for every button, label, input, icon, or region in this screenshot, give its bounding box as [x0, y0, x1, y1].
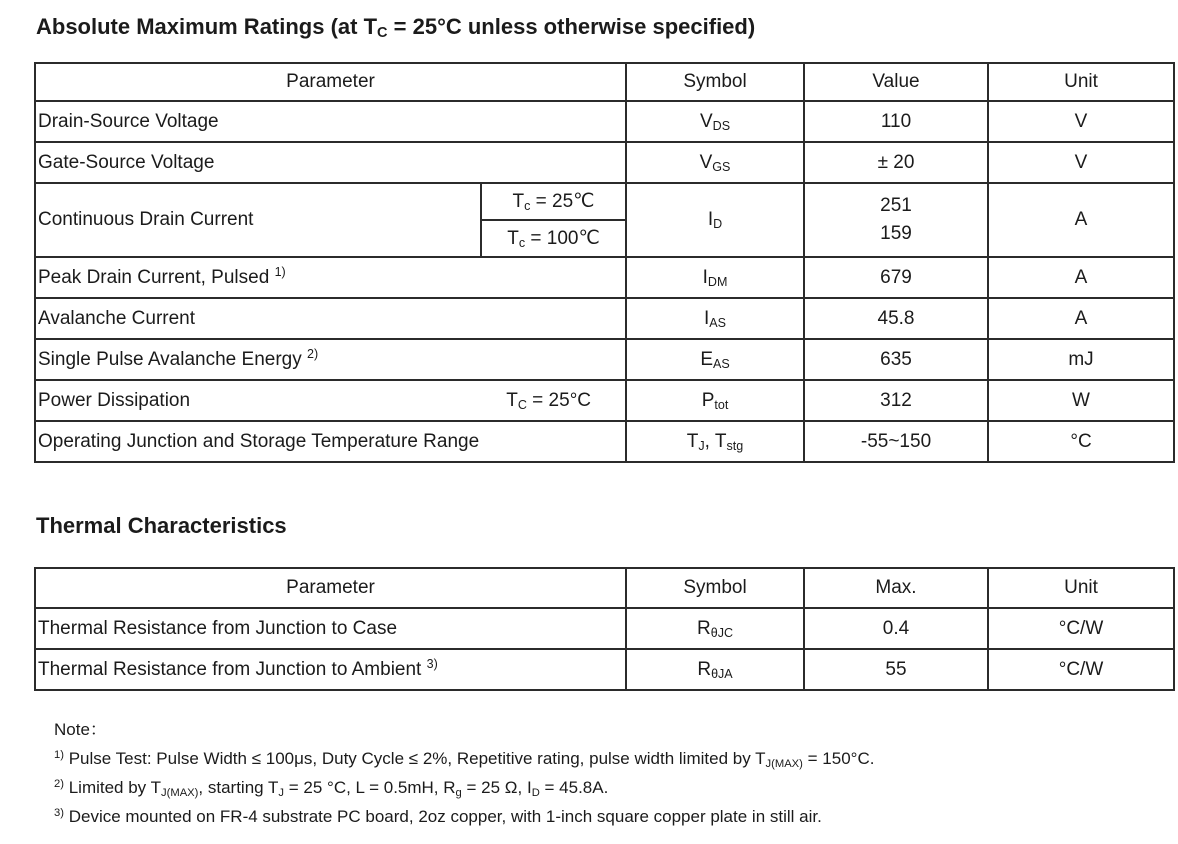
thermal-header-row	[35, 568, 1174, 608]
notes-label: Note：	[54, 720, 107, 739]
col-header-unit: Unit	[988, 63, 1174, 101]
value-cell: -55~150	[804, 421, 988, 462]
table-row-id-25	[35, 183, 1174, 220]
symbol-cell: $T_J$, $T_{stg}$	[626, 421, 804, 462]
symbol-cell: $I_{AS}$	[626, 298, 804, 339]
param-cell	[35, 380, 626, 421]
col-header-symbol: Symbol	[626, 63, 804, 101]
table-row-ptot	[35, 380, 1174, 421]
param-cell: Thermal Resistance from Junction to Case	[35, 608, 626, 649]
condition-cell-tc100: $T_c$ = 100℃	[481, 220, 626, 257]
param-cell: Thermal Resistance from Junction to Ambient $^{3)}$	[35, 649, 626, 690]
param-label: Power Dissipation	[38, 389, 191, 411]
max-cell: 55	[804, 649, 988, 690]
value-tc25: 251	[880, 195, 912, 216]
abs-max-table	[34, 62, 1175, 463]
table-row-vgs	[35, 142, 1174, 183]
param-cell: Peak Drain Current, Pulsed $^{1)}$	[35, 257, 626, 298]
unit-cell: A	[988, 257, 1174, 298]
symbol-cell: $P_{tot}$	[626, 380, 804, 421]
table-row-vds	[35, 101, 1174, 142]
value-cell: 635	[804, 339, 988, 380]
table-row-tjstg	[35, 421, 1174, 462]
param-cell: Avalanche Current	[35, 298, 626, 339]
value-cell	[804, 183, 988, 257]
col-header-symbol: Symbol	[626, 568, 804, 608]
note-1: $^{1)}$ Pulse Test: Pulse Width ≤ 100μs, Duty Cycle ≤ 2%, Repetitive rating, pulse width limited by $T_{J(MAX)} = 150^\circ C$.	[54, 749, 875, 770]
condition-cell-tc25: $T_c$ = 25℃	[481, 183, 626, 220]
abs-max-header-row	[35, 63, 1174, 101]
note-3: $^{3)}$ Device mounted on FR-4 substrate PC board, 2oz copper, with 1-inch square copper plate in still air.	[54, 807, 822, 826]
unit-cell: °C	[988, 421, 1174, 462]
abs-max-heading: Absolute Maximum Ratings (at $T_C = 25^\circ C$ unless otherwise specified)	[36, 14, 756, 42]
unit-cell: V	[988, 142, 1174, 183]
unit-cell: A	[988, 183, 1174, 257]
value-cell: 110	[804, 101, 988, 142]
symbol-cell: $I_D$	[626, 183, 804, 257]
param-cell: Single Pulse Avalanche Energy $^{2)}$	[35, 339, 626, 380]
table-row-eas	[35, 339, 1174, 380]
thermal-table	[34, 567, 1175, 691]
col-header-value: Value	[804, 63, 988, 101]
symbol-cell: $R_{\theta JA}$	[626, 649, 804, 690]
thermal-heading: Thermal Characteristics	[36, 513, 287, 538]
notes-section	[34, 715, 1178, 831]
symbol-cell: $E_{AS}$	[626, 339, 804, 380]
value-cell: ± 20	[804, 142, 988, 183]
unit-cell: mJ	[988, 339, 1174, 380]
param-cell: Operating Junction and Storage Temperature Range	[35, 421, 626, 462]
table-row-rthja	[35, 649, 1174, 690]
unit-cell: W	[988, 380, 1174, 421]
col-header-parameter: Parameter	[35, 568, 626, 608]
unit-cell: °C/W	[988, 649, 1174, 690]
condition-label-tc25: $T_C = 25^\circ C$	[506, 389, 592, 412]
symbol-cell: $R_{\theta JC}$	[626, 608, 804, 649]
table-row-idm	[35, 257, 1174, 298]
unit-cell: V	[988, 101, 1174, 142]
col-header-max: Max.	[804, 568, 988, 608]
unit-cell: A	[988, 298, 1174, 339]
symbol-cell: $V_{DS}$	[626, 101, 804, 142]
note-2: $^{2)}$ Limited by $T_{J(MAX)}$, starting $T_J = 25$ °C, L = 0.5mH, $R_g = 25$ Ω, $I_D = 45.8A$.	[54, 778, 609, 799]
symbol-cell: $I_{DM}$	[626, 257, 804, 298]
col-header-parameter: Parameter	[35, 63, 626, 101]
value-tc100: 159	[880, 223, 912, 244]
max-cell: 0.4	[804, 608, 988, 649]
value-cell: 679	[804, 257, 988, 298]
value-cell: 312	[804, 380, 988, 421]
col-header-unit: Unit	[988, 568, 1174, 608]
param-cell: Drain-Source Voltage	[35, 101, 626, 142]
param-cell: Gate-Source Voltage	[35, 142, 626, 183]
table-row-ias	[35, 298, 1174, 339]
symbol-cell: $V_{GS}$	[626, 142, 804, 183]
param-cell: Continuous Drain Current	[35, 183, 481, 257]
table-row-rthjc	[35, 608, 1174, 649]
unit-cell: °C/W	[988, 608, 1174, 649]
value-cell: 45.8	[804, 298, 988, 339]
